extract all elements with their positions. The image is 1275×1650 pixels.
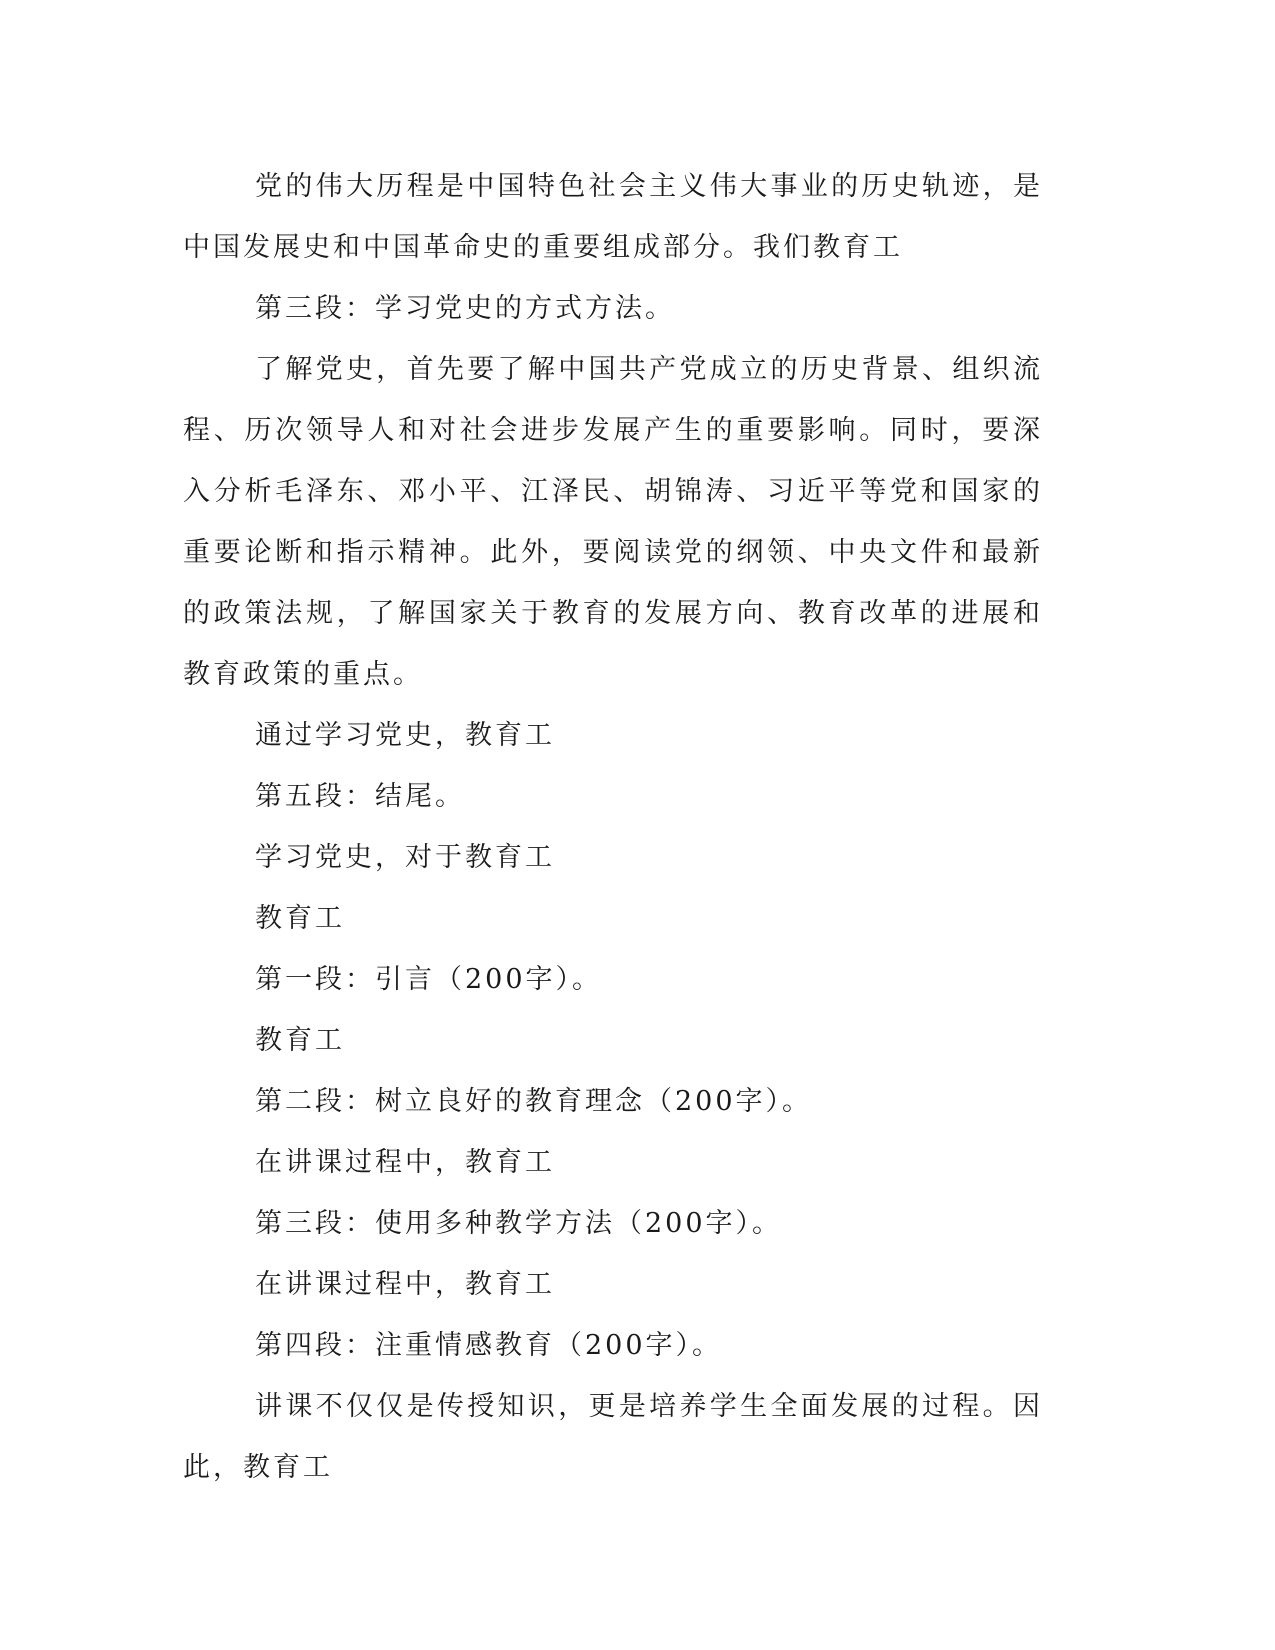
paragraph-understand-history: 了解党史，首先要了解中国共产党成立的历史背景、组织流程、历次领导人和对社会进步发展产生的重要影响。同时，要深入分析毛泽东、邓小平、江泽民、胡锦涛、习近平等党和国家的重要论断和指示精神。此外，要阅读党的纲领、中央文件和最新的政策法规，了解国家关于教育的发展方向、教育改革的进展和教育政策的重点。	[183, 354, 1043, 690]
paragraph-party-history-intro: 党的伟大历程是中国特色社会主义伟大事业的历史轨迹，是中国发展史和中国革命史的重要组成部分。我们教育工	[183, 171, 1043, 263]
heading-section-four-emotional: 第四段：注重情感教育（200字）。	[255, 1330, 723, 1361]
paragraph-lecturing-2: 在讲课过程中，教育工	[255, 1269, 555, 1300]
document-body	[183, 156, 1043, 1498]
paragraph-lecturing-1: 在讲课过程中，教育工	[255, 1147, 555, 1178]
heading-section-three-methods: 第三段：学习党史的方式方法。	[255, 293, 675, 324]
paragraph-educator-2: 教育工	[255, 1025, 345, 1056]
heading-section-five-ending: 第五段：结尾。	[255, 781, 465, 812]
paragraph-lecturing-not-only: 讲课不仅仅是传授知识，更是培养学生全面发展的过程。因此，教育工	[183, 1391, 1043, 1483]
paragraph-through-study: 通过学习党史，教育工	[255, 720, 555, 751]
heading-section-two-philosophy: 第二段：树立良好的教育理念（200字）。	[255, 1086, 813, 1117]
heading-section-one-intro: 第一段：引言（200字）。	[255, 964, 603, 995]
paragraph-educator-1: 教育工	[255, 903, 345, 934]
paragraph-study-for-educators: 学习党史，对于教育工	[255, 842, 555, 873]
heading-section-three-teaching-methods: 第三段：使用多种教学方法（200字）。	[255, 1208, 783, 1239]
